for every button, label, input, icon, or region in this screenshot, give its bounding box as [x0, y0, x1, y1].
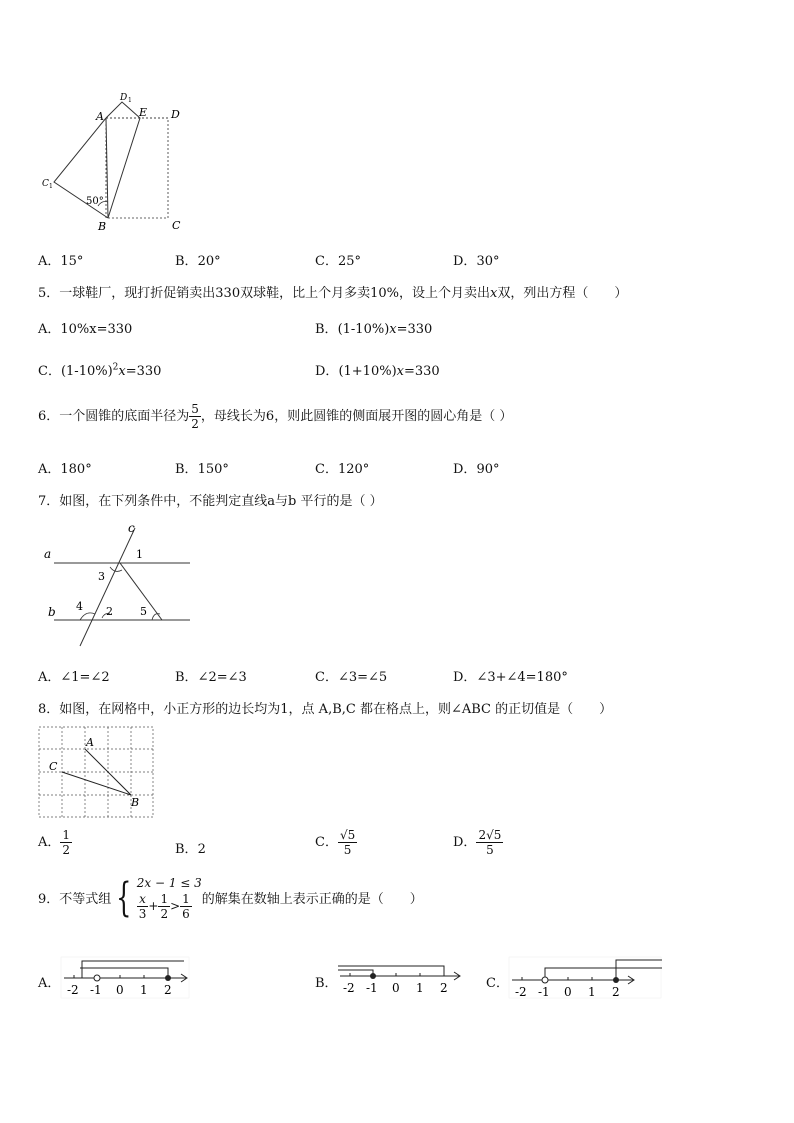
svg-text:0: 0: [116, 983, 124, 997]
q4-option-b[interactable]: B．20°: [175, 254, 221, 269]
label-D1: D: [120, 93, 128, 103]
svg-text:2: 2: [440, 981, 448, 995]
q4-option-a[interactable]: A．15°: [38, 254, 84, 269]
svg-text:-2: -2: [67, 983, 79, 997]
label-B: B: [131, 796, 140, 809]
q4-option-c[interactable]: C．25°: [315, 254, 361, 269]
label-5: 5: [140, 605, 147, 618]
q6-option-c[interactable]: C．120°: [315, 462, 370, 477]
q7-option-d[interactable]: D．∠3+∠4=180°: [453, 670, 568, 685]
svg-text:-2: -2: [343, 981, 355, 995]
number-line-c: [508, 956, 664, 1000]
svg-text:1: 1: [140, 983, 148, 997]
q5-option-a[interactable]: A．10%x=330: [38, 322, 133, 337]
question-7: 7．如图，在下列条件中，不能判定直线a与b 平行的是（ ）: [38, 494, 383, 509]
q8-option-d[interactable]: D． $\frac{2√5}{5}$: [453, 828, 502, 857]
radius-fraction: $\frac{5}{2}$: [191, 402, 199, 431]
q5-option-d[interactable]: D．(1+10%)x=330: [315, 364, 440, 379]
label-C1-sub: 1: [49, 183, 53, 190]
svg-text:1: 1: [588, 985, 596, 999]
label-A: A: [96, 110, 104, 123]
inequality-system: 2x − 1 ≤ 3 $\frac{x}{3}$ + $\frac{1}{2}$ > $\frac{1}{6}$: [136, 876, 202, 921]
svg-text:2: 2: [612, 985, 620, 999]
q9-option-b[interactable]: B．: [315, 976, 338, 991]
q8-option-c[interactable]: C． $\frac{√5}{5}$: [315, 828, 356, 857]
q9-option-c[interactable]: C．: [486, 976, 509, 991]
question-5: 5．一球鞋厂，现打折促销卖出330双球鞋，比上个月多卖10%，设上个月卖出x双，列出方程（ ）: [38, 286, 628, 301]
q7-option-a[interactable]: A．∠1=∠2: [38, 670, 110, 685]
svg-text:2: 2: [164, 983, 172, 997]
q5-option-b[interactable]: B．(1-10%)x=330: [315, 322, 433, 337]
q7-option-b[interactable]: B．∠2=∠3: [175, 670, 247, 685]
svg-text:-2: -2: [515, 985, 527, 999]
number-line-a: [60, 956, 192, 1000]
svg-text:0: 0: [392, 981, 400, 995]
label-b: b: [48, 605, 56, 619]
q8-option-b[interactable]: B．2: [175, 842, 206, 857]
label-3: 3: [98, 570, 105, 583]
q9-option-a[interactable]: A．: [38, 976, 61, 991]
label-C: C: [172, 219, 181, 232]
label-1: 1: [136, 548, 143, 561]
q6-option-b[interactable]: B．150°: [175, 462, 229, 477]
label-B: B: [98, 220, 107, 233]
q6-option-a[interactable]: A．180°: [38, 462, 92, 477]
q7-option-c[interactable]: C．∠3=∠5: [315, 670, 388, 685]
label-c: c: [128, 521, 135, 535]
svg-text:-1: -1: [90, 983, 102, 997]
label-E: E: [139, 106, 148, 119]
label-angle: 50°: [86, 196, 104, 207]
label-a: a: [44, 547, 52, 561]
q6-option-d[interactable]: D．90°: [453, 462, 500, 477]
question-8: 8．如图，在网格中，小正方形的边长均为1，点 A,B,C 都在格点上，则∠ABC 的正切值是（ ）: [38, 702, 613, 717]
label-C1: C: [42, 179, 49, 189]
q8-option-a[interactable]: A． $\frac{1}{2}$: [38, 828, 71, 857]
grid-figure: [38, 726, 156, 820]
q4-option-d[interactable]: D．30°: [453, 254, 500, 269]
svg-text:1: 1: [416, 981, 424, 995]
number-line-b: [336, 960, 464, 1000]
q5-option-c[interactable]: C．$(1-10\%)^2x=330$: [38, 362, 162, 379]
parallel-lines-figure: [40, 518, 200, 653]
svg-text:-1: -1: [366, 981, 378, 995]
label-A: A: [86, 736, 94, 749]
label-D: D: [171, 108, 180, 121]
svg-text:0: 0: [564, 985, 572, 999]
label-C: C: [49, 760, 58, 773]
fold-rectangle-figure: [36, 90, 196, 235]
label-D1-sub: 1: [128, 97, 132, 104]
label-4: 4: [76, 600, 83, 613]
svg-text:-1: -1: [538, 985, 550, 999]
question-9: 9．不等式组 { 2x − 1 ≤ 3 $\frac{x}{3}$ + $\frac{1}{2}$ > $\frac{1}{6}$ 的解集在数轴上表示正确的是（ ）: [38, 874, 423, 921]
label-2: 2: [106, 605, 113, 618]
question-6: 6．一个圆锥的底面半径为 $\frac{5}{2}$ ，母线长为6，则此圆锥的侧面展开图的圆心角是（ ）: [38, 402, 513, 431]
